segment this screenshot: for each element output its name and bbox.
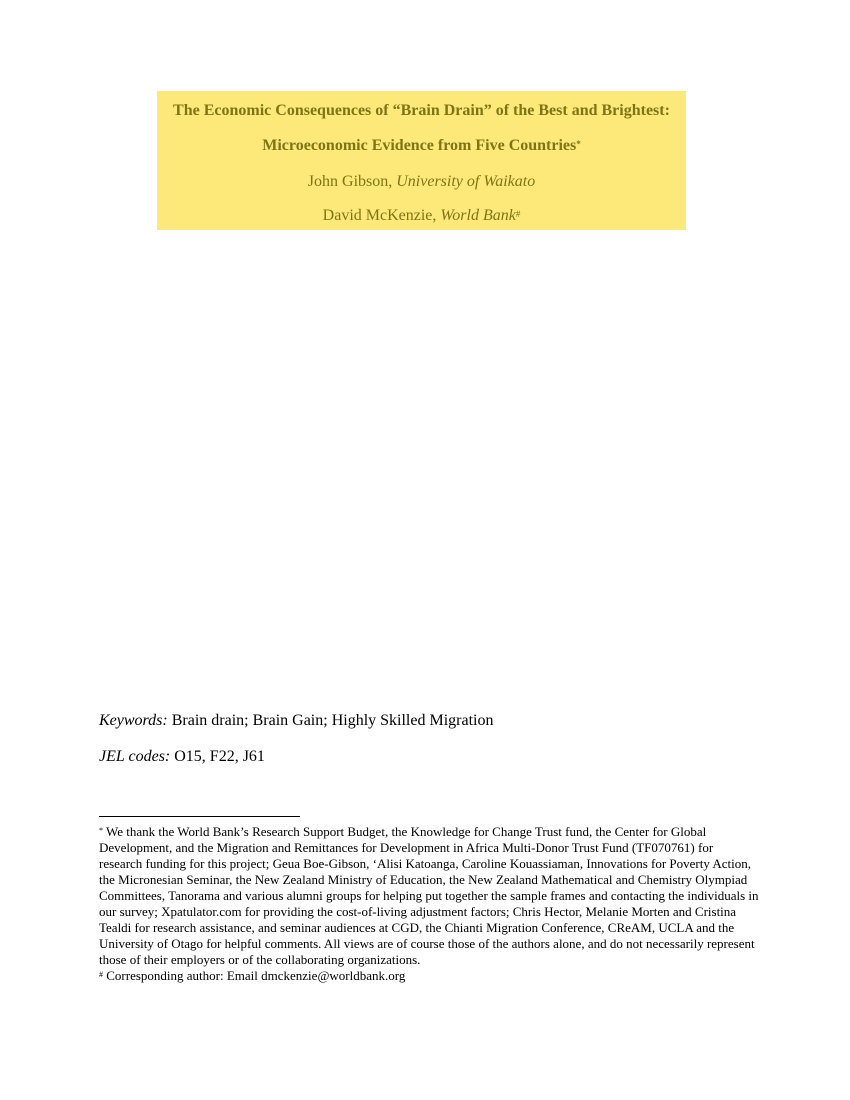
- footnote-2-text: Corresponding author: Email dmckenzie@worldbank.org: [103, 968, 406, 983]
- footnote-1-text: We thank the World Bank’s Research Support Budget, the Knowledge for Change Trust fund, the Center for Global Development, and the Migration and Remittances for Development in Africa Multi-Donor Trust Fund (TF070761) for research funding for this project; Geua Boe-Gibson, ‘Alisi Katoanga, Caroline Kouassiaman, Innovations for Poverty Action, the Micronesian Seminar, the New Zealand Ministry of Education, the New Zealand Mathematical and Chemistry Olympiad Committees, Tanorama and various alumni groups for helping put together the sample frames and contacting the individuals in our survey; Xpatulator.com for providing the cost-of-living adjustment factors; Chris Hector, Melanie Morten and Cristina Tealdi for research assistance, and seminar audiences at CGD, the Chianti Migration Conference, CReAM, UCLA and the University of Otago for helpful comments. All views are of course those of the authors alone, and do not necessarily represent those of their employers or of the collaborating organizations.: [99, 824, 759, 967]
- footnotes: [99, 824, 759, 984]
- jel-codes-line: [99, 747, 265, 767]
- author-2-footnote-mark: #: [515, 209, 521, 219]
- author-2-affiliation: World Bank: [440, 207, 516, 224]
- author-1-affiliation: University of Waikato: [396, 173, 536, 190]
- author-2: [157, 206, 686, 226]
- footnote-acknowledgements: [99, 824, 759, 968]
- keywords-line: [99, 711, 493, 731]
- footnote-separator: [99, 816, 300, 817]
- paper-title-line-2-text: Microeconomic Evidence from Five Countries: [262, 137, 577, 154]
- author-2-name: David McKenzie,: [322, 207, 441, 224]
- paper-title-line-1: [157, 101, 686, 121]
- author-1: [157, 172, 686, 192]
- paper-title-line-2: [157, 136, 686, 156]
- footnote-corresponding-author: [99, 968, 759, 984]
- title-footnote-mark: *: [576, 139, 581, 149]
- paper-title-line-1-text: The Economic Consequences of “Brain Drain” of the Best and Brightest:: [173, 102, 670, 119]
- title-block: [157, 91, 686, 230]
- keywords-value: Brain drain; Brain Gain; Highly Skilled Migration: [167, 712, 494, 729]
- footnote-1-mark: *: [99, 826, 103, 835]
- jel-codes-value: O15, F22, J61: [170, 748, 265, 765]
- keywords-label: Keywords:: [99, 712, 168, 729]
- jel-codes-label: JEL codes:: [99, 748, 171, 765]
- author-1-name: John Gibson,: [307, 173, 397, 190]
- footnote-2-mark: #: [99, 970, 103, 979]
